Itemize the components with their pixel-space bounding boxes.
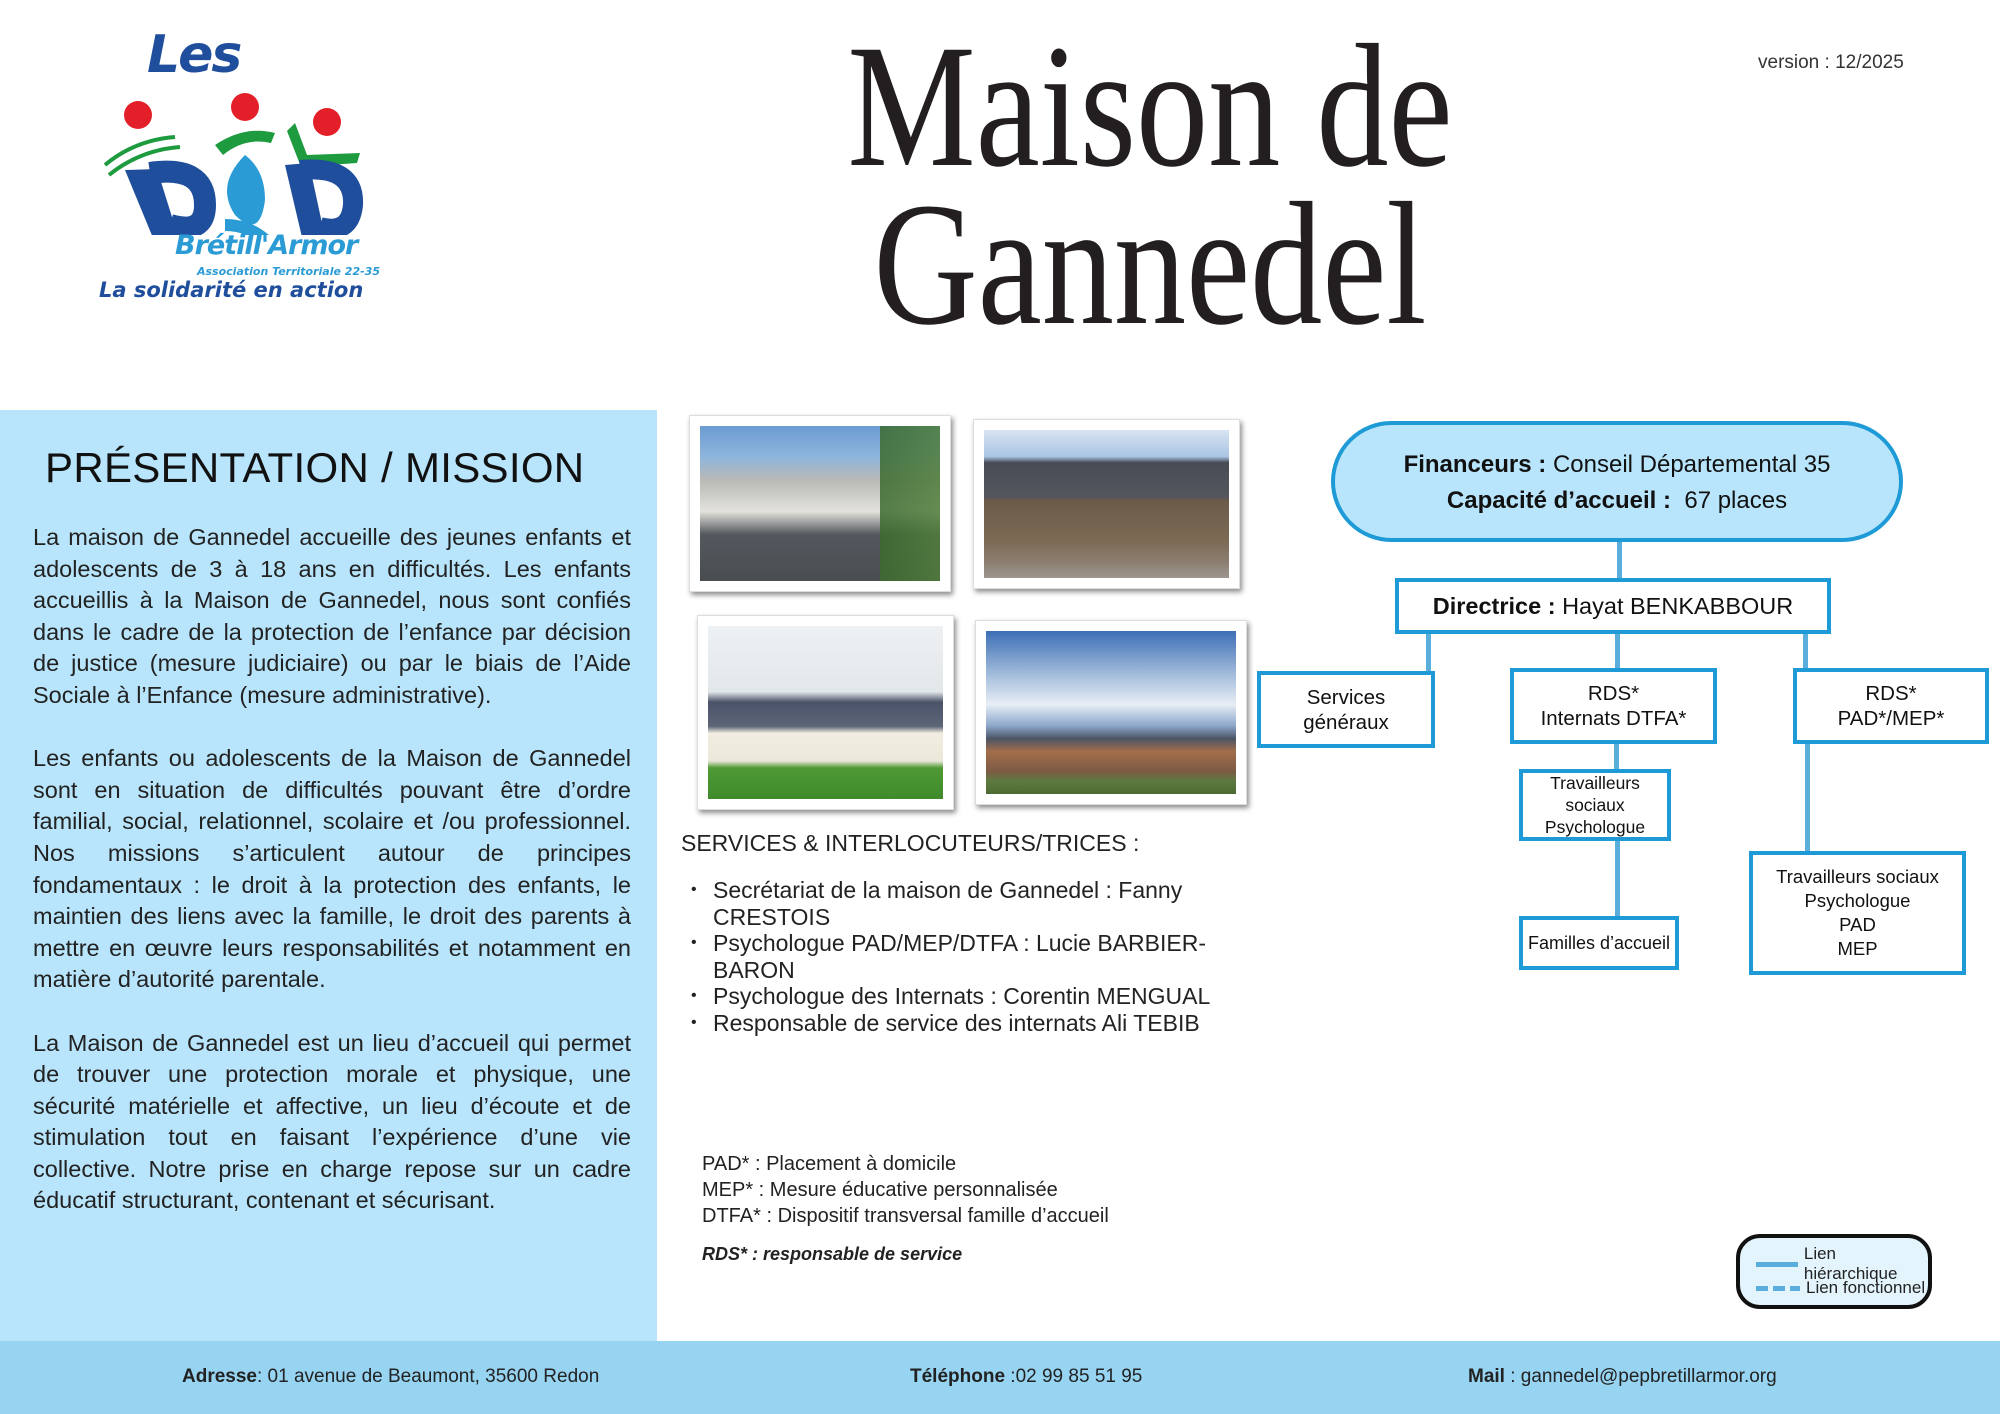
glossary-item: PAD* : Placement à domicile xyxy=(702,1153,957,1175)
presentation-paragraph: La Maison de Gannedel est un lieu d’accueil qui permet de trouver une protection morale et physique, une sécurité matérielle et affective, un lieu d’écoute et de stimulation tout en faisant l’expérience d’une vie collective. Notre prise en charge repose sur un cadre éducatif structurant, contenant et sécurisant. xyxy=(33,1029,631,1214)
rds-pad-mep-box xyxy=(1793,668,1989,744)
org-link-line xyxy=(1803,634,1808,669)
legend-row-functional xyxy=(1756,1278,1925,1298)
title-line-2: Gannedel xyxy=(873,167,1427,362)
glossary xyxy=(702,1151,1109,1229)
rds-internats-box xyxy=(1510,668,1717,744)
org-link-line xyxy=(1614,744,1619,770)
capacity-label: Capacité d’accueil : xyxy=(1446,487,1671,514)
org-link-line xyxy=(1426,634,1431,672)
list-item: • Responsable de service des internats Ali TEBIB xyxy=(713,1010,1241,1037)
pad-mep-staff-box xyxy=(1749,851,1966,975)
footer-address xyxy=(182,1366,599,1388)
presentation-paragraph: La maison de Gannedel accueille des jeunes enfants et adolescents de 3 à 18 ans en difficultés. Les enfants accueillis à la Maison de Gannedel, nous sont confiés dans le cadre de la protection de l’enfance par décision de justice (mesure judiciaire) ou par le biais de l’Aide Sociale à l’Enfance (mesure administrative). xyxy=(33,524,631,708)
glossary-item: DTFA* : Dispositif transversal famille d’accueil xyxy=(702,1205,1109,1227)
node-text: Travailleurs sociaux xyxy=(1550,773,1640,815)
legend-label: Lien hiérarchique xyxy=(1803,1244,1898,1283)
familles-accueil-box xyxy=(1519,916,1679,970)
list-item: • Psychologue des Internats : Corentin MENGUAL xyxy=(713,983,1241,1010)
node-text: RDS* xyxy=(1865,682,1917,705)
photo-stone-house xyxy=(973,419,1240,589)
address-value: : 01 avenue de Beaumont, 35600 Redon xyxy=(257,1366,600,1387)
funders-label: Financeurs : xyxy=(1403,451,1547,478)
solid-line-icon xyxy=(1756,1262,1798,1267)
page-title xyxy=(781,9,1519,362)
capacity-value: 67 places xyxy=(1684,487,1788,514)
presentation-heading: PRÉSENTATION / MISSION xyxy=(45,444,585,491)
photo-farmhouse xyxy=(975,620,1247,805)
node-text: Services xyxy=(1306,685,1386,709)
node-text: MEP xyxy=(1837,938,1878,959)
pep-figures-icon xyxy=(95,75,380,235)
services-generaux-box xyxy=(1257,671,1435,748)
node-text: Psychologue xyxy=(1544,817,1646,837)
phone-value: :02 99 85 51 95 xyxy=(1010,1366,1143,1387)
logo-brand: Brétill'Armor xyxy=(175,230,358,261)
node-text: PAD xyxy=(1839,914,1876,935)
presentation-panel xyxy=(0,410,657,1342)
rds-note: RDS* : responsable de service xyxy=(702,1244,963,1264)
internats-staff-box xyxy=(1519,769,1671,841)
org-link-line xyxy=(1615,841,1620,917)
mail-label: Mail xyxy=(1468,1366,1505,1387)
photo-white-house xyxy=(689,415,951,592)
node-text: RDS* xyxy=(1587,682,1640,705)
presentation-paragraph: Les enfants ou adolescents de la Maison de Gannedel sont en situation de difficultés pouvant être d’ordre familial, social, relationnel, scolaire et /ou professionnel. Nos missions s’articulent autour de principes fondamentaux : le droit à la protection des enfants, le maintien des liens avec la famille, le droit des parents à mettre en œuvre leurs responsabilités et notamment en matière d’autorité parentale. xyxy=(33,745,631,993)
node-text: PAD*/MEP* xyxy=(1837,707,1945,730)
org-link-line xyxy=(1617,542,1622,578)
footer-phone xyxy=(910,1366,1142,1388)
mail-value[interactable]: : gannedel@pepbretillarmor.org xyxy=(1510,1366,1777,1387)
funders-value: Conseil Départemental 35 xyxy=(1552,451,1831,478)
org-link-line xyxy=(1805,744,1810,852)
footer-mail xyxy=(1468,1366,1777,1388)
link-legend xyxy=(1736,1234,1932,1309)
org-link-line xyxy=(1615,634,1620,669)
node-text: Familles d’accueil xyxy=(1527,932,1671,953)
legend-label: Lien fonctionnel xyxy=(1806,1278,1926,1297)
address-label: Adresse xyxy=(182,1366,257,1387)
node-text: Travailleurs sociaux xyxy=(1776,866,1939,887)
node-text: Psychologue xyxy=(1804,890,1911,911)
services-list xyxy=(681,877,1241,1036)
director-name: Hayat BENKABBOUR xyxy=(1562,592,1794,619)
glossary-item: MEP* : Mesure éducative personnalisée xyxy=(702,1179,1058,1201)
logo-association: Association Territoriale 22-35 xyxy=(197,265,380,278)
phone-label: Téléphone xyxy=(910,1366,1006,1387)
services-heading: SERVICES & INTERLOCUTEURS/TRICES : xyxy=(681,830,1140,856)
director-label: Directrice : xyxy=(1432,592,1556,619)
funders-box xyxy=(1331,421,1903,542)
director-box xyxy=(1395,578,1831,634)
version-label: version : 12/2025 xyxy=(1758,52,1904,73)
pep-logo xyxy=(95,25,380,305)
title-line-1: Maison de xyxy=(847,9,1453,204)
node-text: Internats DTFA* xyxy=(1540,707,1687,730)
node-text: généraux xyxy=(1303,710,1389,734)
list-item: • Secrétariat de la maison de Gannedel : Fanny CRESTOIS xyxy=(713,877,1241,930)
logo-slogan: La solidarité en action xyxy=(99,278,364,302)
list-item: • Psychologue PAD/MEP/DTFA : Lucie BARBIER-BARON xyxy=(713,930,1241,983)
dashed-line-icon xyxy=(1756,1286,1800,1291)
photo-modern-house xyxy=(697,615,954,810)
services-section xyxy=(681,830,1241,1036)
footer-contact-bar xyxy=(0,1341,2000,1414)
presentation-text xyxy=(33,522,631,1249)
logo-les-text: Les xyxy=(147,25,241,85)
